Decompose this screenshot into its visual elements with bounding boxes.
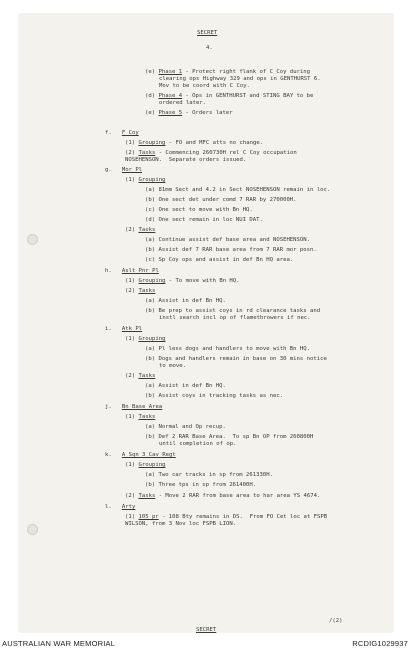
- line-heading: Grouping: [138, 462, 166, 468]
- doc-line: [159, 315, 311, 322]
- line-text: (2): [125, 288, 139, 294]
- line-text: (1): [125, 462, 139, 468]
- doc-line: [125, 177, 165, 184]
- line-heading: Grouping: [138, 336, 166, 342]
- doc-line: [145, 434, 313, 441]
- line-text: (c) Sp Coy ops and assist in def Bn HQ area.: [145, 257, 294, 263]
- line-text: (d) One sect remain in loc NUI DAT.: [145, 217, 263, 223]
- line-text: (a) Pl less dogs and handlers to move with Bn HQ.: [145, 346, 311, 352]
- line-text: f.: [105, 130, 122, 136]
- security-classification-top: SECRET: [197, 30, 218, 36]
- line-text: g.: [105, 167, 122, 173]
- line-heading: Phase 4: [158, 93, 183, 99]
- doc-line: [145, 356, 327, 363]
- line-heading: Grouping: [138, 177, 166, 183]
- line-text: (a) Two car tracks in sp from 261330H.: [145, 472, 273, 478]
- line-text: (1): [125, 278, 139, 284]
- line-rest: - Protect right flank of C Coy during: [182, 69, 311, 75]
- line-text: WILSON, from 3 Nov loc FSPB LION.: [125, 521, 237, 527]
- line-text: (a) Assist in def Bn HQ.: [145, 383, 226, 389]
- doc-line: [125, 150, 297, 157]
- doc-line: [145, 308, 320, 315]
- doc-line: [145, 393, 283, 400]
- doc-line: [125, 414, 155, 421]
- doc-line: [125, 336, 165, 343]
- doc-line: [125, 140, 263, 147]
- doc-line: [159, 363, 186, 370]
- doc-line: [145, 383, 226, 390]
- line-text: Mov to be coord with C Coy.: [159, 83, 250, 89]
- doc-line: [145, 93, 313, 100]
- doc-line: [105, 404, 162, 411]
- line-text: (b) Assist coys in tracking tasks as nec.: [145, 393, 284, 399]
- line-text: (b) Dogs and handlers remain in base on 30 mins notice: [145, 356, 327, 362]
- line-text: (a) 81mm Sect and 4.2 in Sect NOSEHENSON remain in loc.: [145, 187, 331, 193]
- line-rest: - To move with Bn HQ.: [165, 278, 240, 284]
- line-text: l.: [105, 504, 122, 510]
- doc-line: [159, 76, 321, 83]
- line-text: (a) Assist in def Bn HQ.: [145, 298, 226, 304]
- doc-line: [159, 441, 236, 448]
- line-rest: - Commencing 260730H rel C Coy occupation: [155, 150, 297, 156]
- doc-line: [145, 424, 226, 431]
- line-heading: Tasks: [138, 373, 156, 379]
- doc-line: [145, 197, 297, 204]
- line-heading: Tasks: [138, 150, 156, 156]
- line-text: (1): [125, 514, 139, 520]
- line-text: instl search incl op of flamethrowers if nec.: [159, 315, 311, 321]
- line-text: clearing ops Highway 329 and ops in GENTHURST 6.: [159, 76, 321, 82]
- line-rest: - Orders later: [182, 110, 233, 116]
- line-heading: F Coy: [121, 130, 139, 136]
- line-text: (b) One sect det under comd 7 RAR by 270000H.: [145, 197, 297, 203]
- doc-line: [145, 237, 310, 244]
- line-heading: Tasks: [138, 288, 156, 294]
- doc-line: [105, 326, 142, 333]
- line-text: h.: [105, 268, 122, 274]
- line-heading: Phase 5: [158, 110, 183, 116]
- line-rest: - FO and MFC atts no change.: [165, 140, 264, 146]
- line-heading: Tasks: [138, 493, 156, 499]
- line-text: (a) Normal and Op recup.: [145, 424, 226, 430]
- line-text: (c) One sect to move with Bn HQ.: [145, 207, 253, 213]
- line-text: i.: [105, 326, 122, 332]
- doc-line: [105, 167, 142, 174]
- line-text: j.: [105, 404, 122, 410]
- doc-line: [145, 110, 233, 117]
- line-heading: Arty: [121, 504, 136, 510]
- doc-line: [105, 504, 135, 511]
- line-text: (2): [125, 150, 139, 156]
- line-text: (e): [145, 69, 159, 75]
- line-text: (e): [145, 110, 159, 116]
- line-rest: - Move 2 RAR from base area to har area YS 4674.: [155, 493, 321, 499]
- doc-line: [145, 187, 330, 194]
- doc-line: [105, 268, 159, 275]
- line-text: (1): [125, 177, 139, 183]
- punch-hole-bottom: [27, 524, 38, 535]
- doc-line: [145, 298, 226, 305]
- line-text: (b) Def 2 RAR Base Area. To sp Bn OP from 260800H: [145, 434, 314, 440]
- line-heading: Aslt Pnr Pl: [121, 268, 159, 274]
- doc-line: [145, 346, 310, 353]
- line-heading: Grouping: [138, 140, 166, 146]
- line-heading: Tasks: [138, 414, 156, 420]
- doc-line: [145, 257, 293, 264]
- line-heading: Mor Pl: [121, 167, 143, 173]
- doc-line: [145, 207, 253, 214]
- security-classification-bottom: SECRET: [196, 627, 217, 633]
- continuation-marker: /(2): [329, 618, 343, 624]
- line-heading: 105 pr: [138, 514, 159, 520]
- archive-institution: AUSTRALIAN WAR MEMORIAL: [2, 639, 116, 648]
- doc-line: [125, 227, 155, 234]
- line-heading: Bn Base Area: [121, 404, 163, 410]
- line-text: (2): [125, 373, 139, 379]
- line-heading: Tasks: [138, 227, 156, 233]
- line-rest: - 108 Bty remains in DS. From FO Cet loc at FSPB: [158, 514, 328, 520]
- line-heading: A Sqn 3 Cav Regt: [121, 452, 176, 458]
- line-text: k.: [105, 452, 122, 458]
- line-text: until completion of op.: [159, 441, 237, 447]
- doc-line: [125, 493, 320, 500]
- line-text: (1): [125, 414, 139, 420]
- line-text: (2): [125, 493, 139, 499]
- doc-line: [125, 462, 165, 469]
- doc-line: [145, 482, 256, 489]
- line-text: (1): [125, 336, 139, 342]
- doc-line: [105, 452, 176, 459]
- line-rest: - Ops in GENTHURST and STING BAY to be: [182, 93, 314, 99]
- doc-line: [159, 83, 250, 90]
- line-text: (d): [145, 93, 159, 99]
- doc-line: [125, 373, 155, 380]
- doc-line: [145, 472, 273, 479]
- line-heading: Phase 1: [158, 69, 183, 75]
- line-text: (b) Be prep to assist coys in rd clearance tasks and: [145, 308, 321, 314]
- doc-line: [145, 217, 263, 224]
- doc-line: [145, 247, 317, 254]
- doc-line: [125, 521, 236, 528]
- doc-line: [105, 130, 139, 137]
- archive-record-id: RCDIG1029937: [352, 639, 408, 648]
- doc-line: [159, 100, 206, 107]
- doc-line: [125, 278, 240, 285]
- page-number: 4.: [206, 45, 213, 51]
- doc-line: [125, 157, 246, 164]
- doc-line: [125, 514, 327, 521]
- line-text: (b) Three tps in sp from 261400H.: [145, 482, 257, 488]
- line-text: to move.: [159, 363, 186, 369]
- line-text: (a) Continue assist def base area and NOSEHENSON.: [145, 237, 311, 243]
- line-heading: Grouping: [138, 278, 166, 284]
- line-text: NOSEHENSON. Separate orders issued.: [125, 157, 247, 163]
- doc-line: [125, 288, 155, 295]
- line-text: (1): [125, 140, 139, 146]
- document-page: [19, 14, 393, 632]
- punch-hole-top: [27, 234, 38, 245]
- doc-line: [145, 69, 310, 76]
- line-text: ordered later.: [159, 100, 207, 106]
- line-text: (2): [125, 227, 139, 233]
- line-heading: Atk Pl: [121, 326, 143, 332]
- line-text: (b) Assist def 7 RAR base area from 7 RAR mor posn.: [145, 247, 317, 253]
